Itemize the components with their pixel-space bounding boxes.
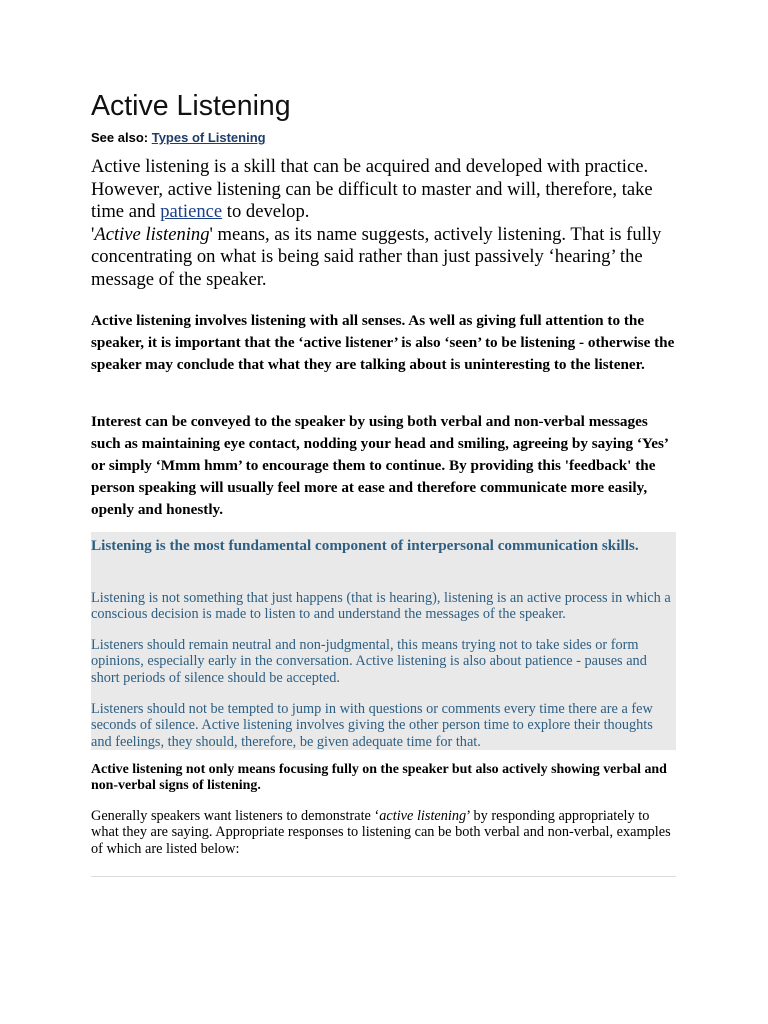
- see-also-label: See also:: [91, 130, 149, 145]
- paragraph-showing-signs: Active listening not only means focusing fully on the speaker but also actively showing verbal and non-verbal signs of listening.: [91, 762, 667, 793]
- responses-text-2: ’ by responding appropriately to what they are saying. Appropriate responses to listening can be both verbal and non-verbal, examples of which are listed below:: [91, 808, 671, 857]
- intro-paragraph: [91, 156, 676, 292]
- see-also-line: [91, 129, 266, 147]
- paragraph-all-senses: Active listening involves listening with all senses. As well as giving full attention to the speaker, it is important that the ‘active listener’ is also ‘seen’ to be listening - otherwise the speaker may conclude that what they are talking about is uninteresting to the listener.: [91, 312, 675, 373]
- patience-link[interactable]: patience: [160, 201, 223, 223]
- responses-emphasis: active listening: [379, 808, 467, 824]
- callout-paragraph: Listeners should remain neutral and non-judgmental, this means trying not to take sides or form opinions, especially early in the conversation. Active listening is also about patience - pauses and short periods of silence should be accepted.: [91, 637, 647, 686]
- intro-text-1: Active listening is a skill that can be acquired and developed with practice. However, active listening can be difficult to master and will, therefore, take time and: [91, 156, 653, 223]
- callout-paragraph: Listening is not something that just happens (that is hearing), listening is an active process in which a conscious decision is made to listen to and understand the messages of the speaker.: [91, 590, 671, 623]
- callout-paragraph: Listeners should not be tempted to jump in with questions or comments every time there are a few seconds of silence. Active listening involves giving the other person time to explore their thoughts and feelings, they should, therefore, be given adequate time for that.: [91, 701, 653, 750]
- paragraph-responses: [91, 808, 676, 857]
- intro-text-3: ' means, as its name suggests, actively listening. That is fully concentrating on what is being said rather than just passively ‘hearing’ the message of the speaker.: [91, 223, 662, 290]
- intro-emphasis: Active listening: [94, 223, 210, 245]
- paragraph-interest: Interest can be conveyed to the speaker by using both verbal and non-verbal messages such as maintaining eye contact, nodding your head and smiling, agreeing by saying ‘Yes’ or simply ‘Mmm hmm’ to encourage them to continue. By providing this 'feedback' the person speaking will usually feel more at ease and therefore communicate more easily, openly and honestly.: [91, 413, 668, 518]
- intro-text-2: to develop.: [222, 201, 310, 223]
- responses-text-1: Generally speakers want listeners to demonstrate ‘: [91, 808, 380, 824]
- callout-box: [91, 532, 676, 750]
- callout-heading: Listening is the most fundamental component of interpersonal communication skills.: [91, 537, 639, 554]
- intro-quote-open: ': [91, 223, 95, 245]
- divider: [91, 876, 676, 877]
- types-of-listening-link[interactable]: Types of Listening: [151, 130, 266, 145]
- page-title: Active Listening: [91, 90, 291, 122]
